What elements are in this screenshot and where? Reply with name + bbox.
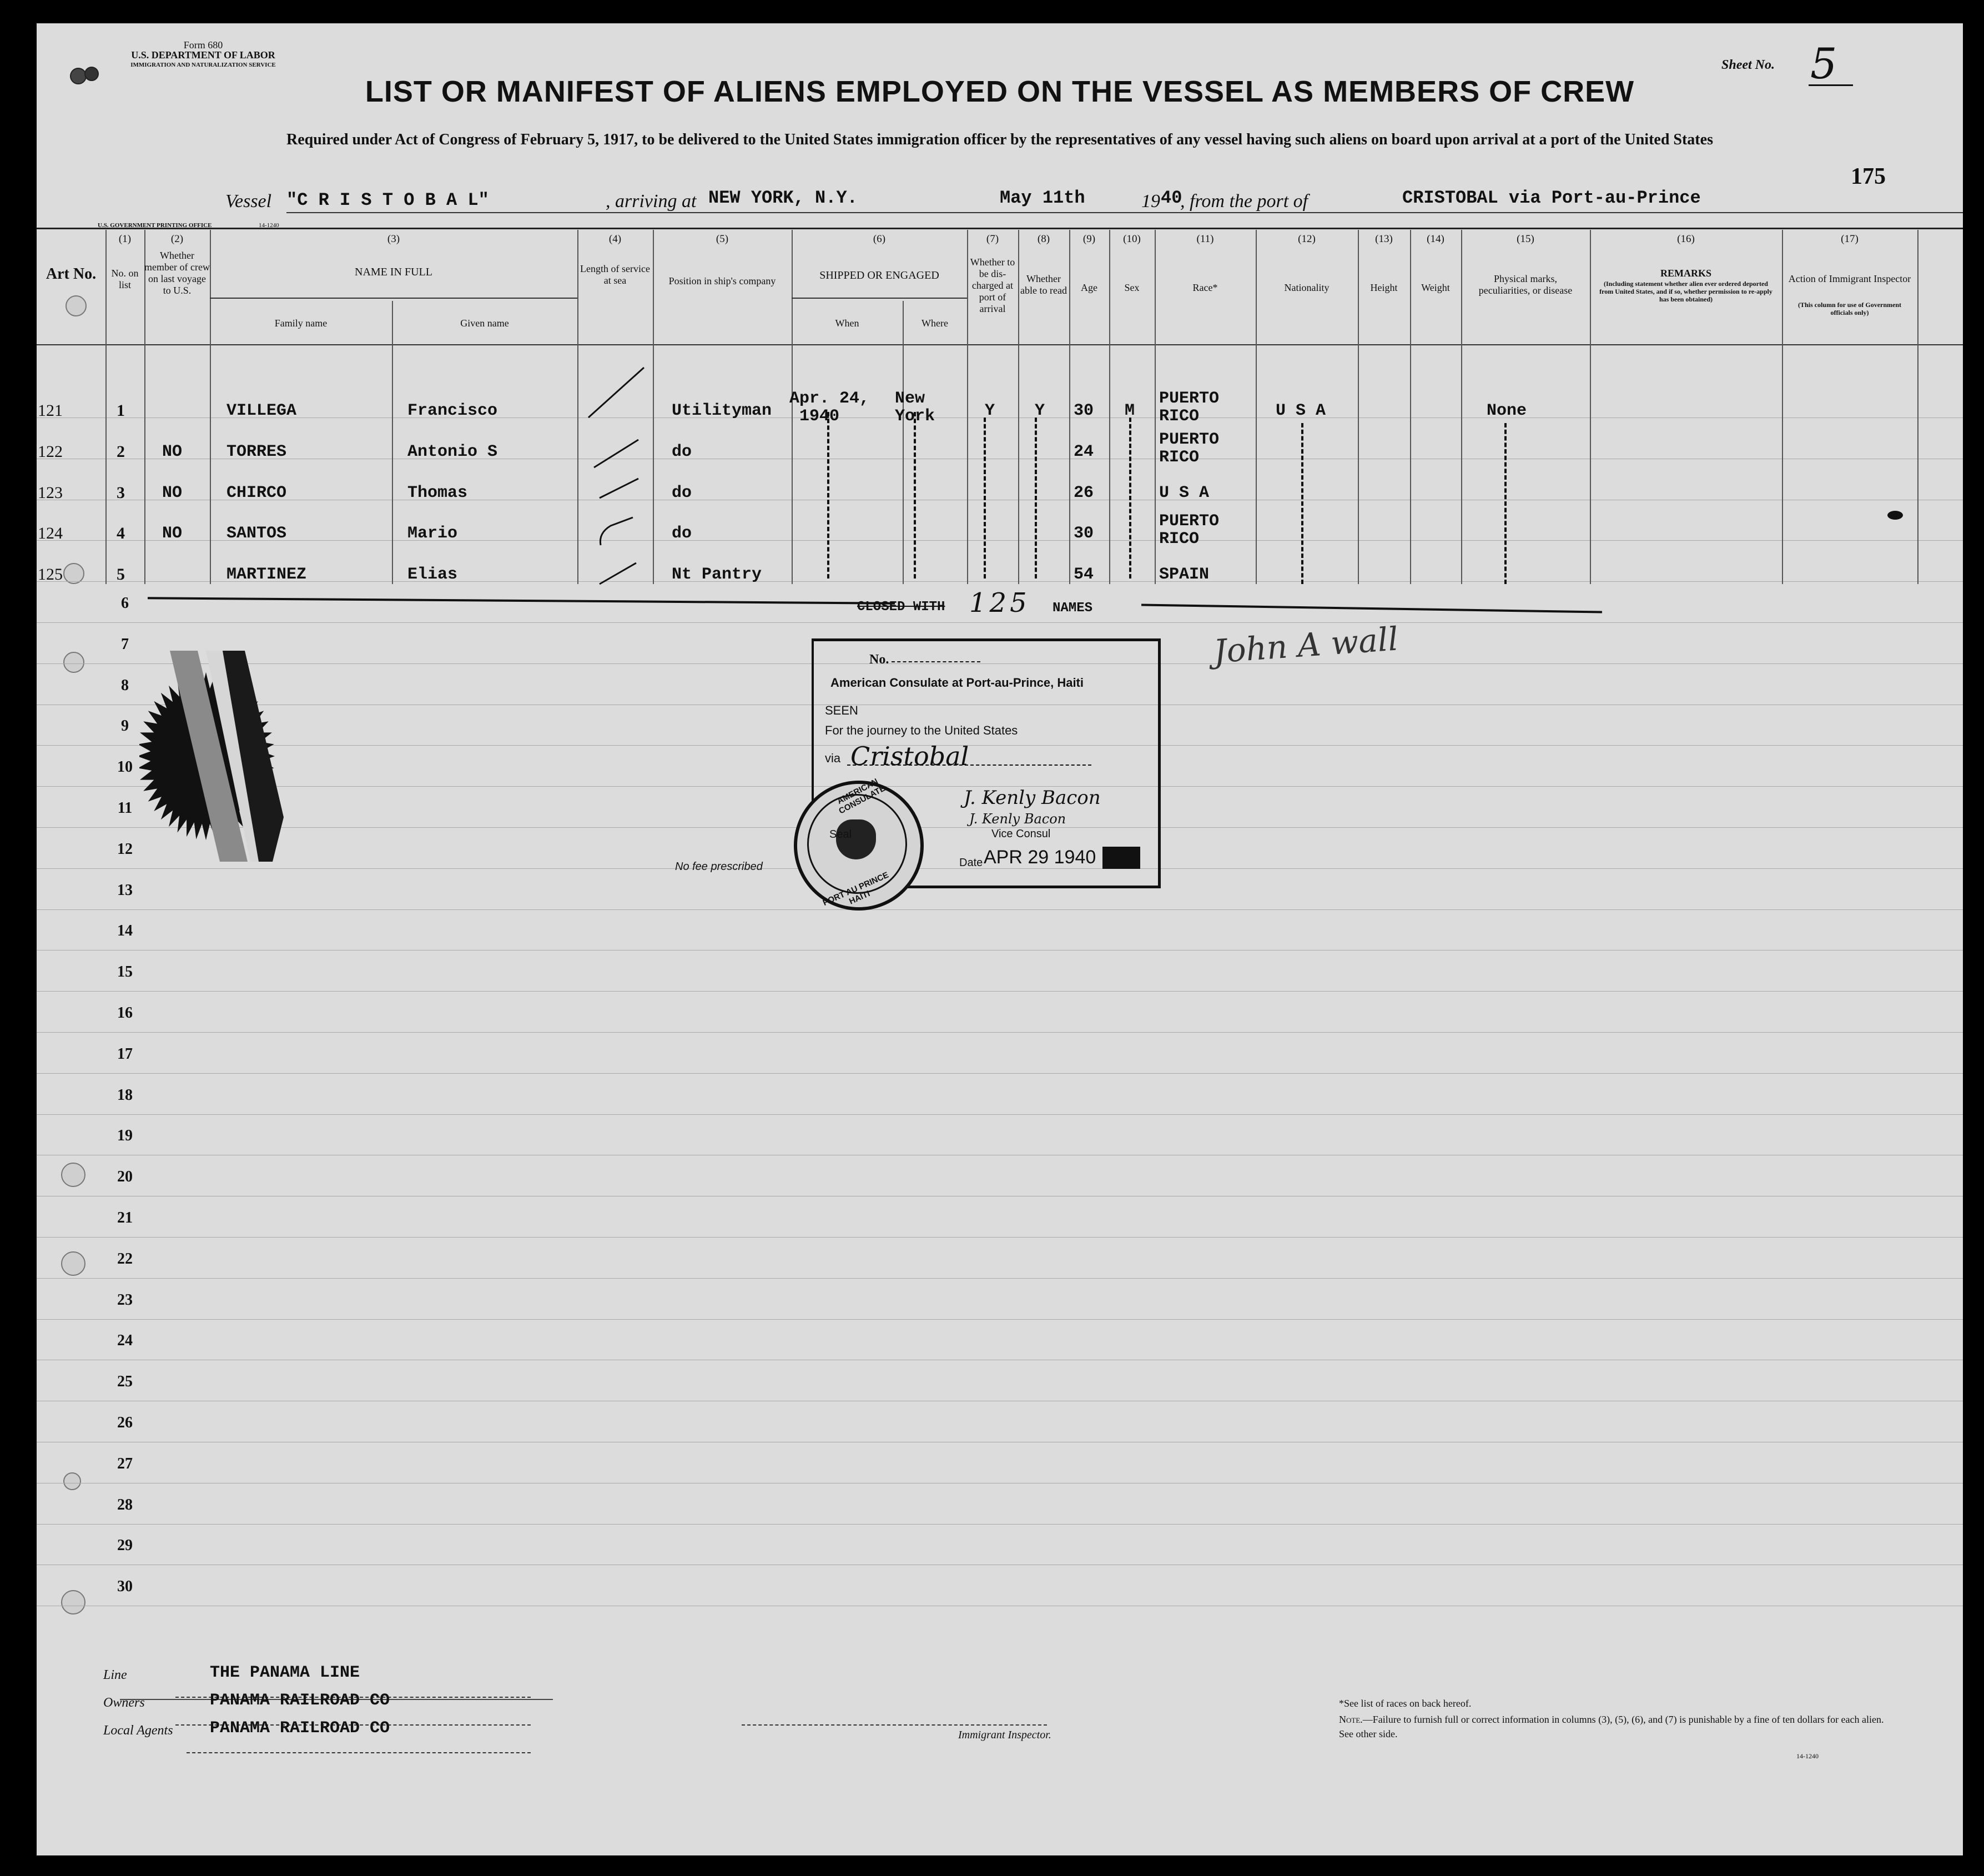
cell-list-number: 2: [117, 442, 125, 461]
col-2-header: Whether member of crew on last voyage to U.S.: [144, 250, 210, 296]
seal-center: Seal: [829, 828, 852, 841]
row-rule: [37, 1032, 1963, 1033]
shipped-subrule: [792, 298, 967, 299]
cell-art-number: 124: [38, 524, 63, 542]
note-text: —Failure to furnish full or correct information in columns (3), (5), (6), and (7) is punishable by a fine of ten dollars for each alien. See other side.: [1339, 1714, 1884, 1739]
cell-race: U S A: [1159, 484, 1210, 502]
line-number: 6: [121, 595, 129, 612]
cell-shipped-when: Apr. 24, 1940: [789, 389, 870, 426]
ditto-mark: [914, 412, 916, 579]
inspector-line: [742, 1724, 1047, 1726]
closed-names: NAMES: [1053, 601, 1093, 616]
printing-office: U.S. GOVERNMENT PRINTING OFFICE: [98, 222, 212, 229]
sheet-number: 5: [1810, 39, 1837, 88]
agents-underline: [187, 1752, 531, 1753]
stamp-via-line: [847, 765, 1091, 766]
col-7-header: Whether to be dis-charged at port of arrival: [970, 256, 1015, 314]
col-14-header: Weight: [1421, 282, 1450, 293]
col-6b-header: Where: [921, 318, 948, 329]
cell-race: PUERTO RICO: [1159, 430, 1220, 467]
col-10-num: (10): [1123, 233, 1141, 245]
row-rule: [37, 1237, 1963, 1238]
cell-race: PUERTO RICO: [1159, 389, 1220, 426]
col-14-num: (14): [1427, 233, 1444, 245]
col-art-no: Art No.: [46, 265, 97, 283]
col-1-num: (1): [118, 233, 132, 245]
cell-age: 30: [1074, 524, 1094, 543]
cell-art-number: 121: [38, 401, 63, 420]
col-5-num: (5): [716, 233, 729, 245]
signature: John A wall: [1212, 620, 1399, 671]
col-13-header: Height: [1370, 282, 1398, 293]
cell-race: PUERTO RICO: [1159, 512, 1220, 549]
line-number: 16: [117, 1004, 133, 1022]
punch-hole: [63, 1472, 81, 1490]
cell-family-name: CHIRCO: [226, 484, 287, 502]
arriving-label: , arriving at: [606, 191, 697, 212]
cell-family-name: TORRES: [226, 442, 287, 461]
cell-family-name: MARTINEZ: [226, 565, 307, 584]
column-rule: [392, 301, 393, 584]
service-strokes: [577, 356, 653, 590]
row-rule: [37, 1073, 1963, 1074]
line-number: 19: [117, 1127, 133, 1144]
column-rule: [903, 301, 904, 584]
races-note: *See list of races on back hereof.: [1339, 1698, 1472, 1709]
cell-position: Utilityman: [672, 401, 772, 420]
sheet-underline: [1809, 84, 1853, 86]
line-number: 28: [117, 1496, 133, 1513]
line-label: Line: [103, 1668, 127, 1682]
line-number: 14: [117, 922, 133, 939]
agents-value: PANAMA RAILROAD CO: [210, 1719, 390, 1738]
col-3-header: NAME IN FULL: [355, 266, 432, 278]
form-number: Form 680: [183, 39, 223, 51]
manifest-sheet: [37, 23, 1963, 1855]
line-value: THE PANAMA LINE: [210, 1663, 360, 1682]
cell-given-name: Mario: [407, 524, 458, 543]
line-number: 17: [117, 1045, 133, 1063]
stamp-via-label: via: [825, 751, 841, 765]
col-12-header: Nationality: [1284, 282, 1330, 293]
stamp-journey: For the journey to the United States: [825, 723, 1018, 737]
line-number: 8: [121, 677, 129, 694]
row-rule: [37, 1319, 1963, 1320]
col-4-header: Length of service at sea: [580, 263, 650, 286]
print-code-top: 14-1240: [259, 222, 279, 229]
seal-text-bottom: PORT AU PRINCE HAITI: [821, 870, 890, 908]
fine-note: [1339, 1712, 1894, 1741]
line-number: 13: [117, 882, 133, 899]
stamp-no-label: No.: [869, 652, 889, 667]
arrival-date: May 11th: [1000, 188, 1085, 208]
col-16-header: REMARKS: [1660, 268, 1711, 279]
cell-last-voyage: NO: [162, 484, 183, 502]
column-rule: [1782, 230, 1783, 584]
punch-hole: [66, 295, 87, 316]
cell-age: 30: [1074, 401, 1094, 420]
col-8-header: Whether able to read: [1020, 273, 1067, 296]
ribbon-seal-icon: [139, 651, 284, 862]
col-15-header: Physical marks, peculiarities, or disease: [1478, 273, 1573, 296]
cell-position: do: [672, 442, 692, 461]
col-6-header: SHIPPED OR ENGAGED: [819, 269, 939, 281]
agents-label: Local Agents: [103, 1723, 173, 1738]
cell-given-name: Thomas: [407, 484, 468, 502]
line-number: 26: [117, 1414, 133, 1431]
ditto-mark: [1035, 418, 1037, 579]
col-11-header: Race*: [1192, 282, 1218, 293]
stamp-date: APR 29 1940: [984, 847, 1096, 868]
stamp-title: Vice Consul: [991, 828, 1051, 840]
cell-family-name: SANTOS: [226, 524, 287, 543]
col-4-num: (4): [608, 233, 622, 245]
name-subrule: [210, 298, 577, 299]
cell-last-voyage: NO: [162, 442, 183, 461]
cell-given-name: Antonio S: [407, 442, 498, 461]
cell-discharged: Y: [985, 401, 995, 420]
stamp-signer: J. Kenly Bacon: [969, 811, 1066, 827]
row-rule: [37, 1278, 1963, 1279]
sheet-label: Sheet No.: [1721, 58, 1775, 72]
cell-last-voyage: NO: [162, 524, 183, 543]
vessel-label: Vessel: [225, 191, 272, 212]
row-rule: [37, 622, 1963, 623]
from-port: CRISTOBAL via Port-au-Prince: [1402, 188, 1701, 208]
closing-line-right: [1141, 603, 1602, 613]
owners-value: PANAMA RAILROAD CO: [210, 1691, 390, 1710]
footer-print-code: 14-1240: [1796, 1752, 1819, 1760]
row-rule: [37, 1524, 1963, 1525]
service: IMMIGRATION AND NATURALIZATION SERVICE: [130, 62, 276, 68]
col-9-num: (9): [1082, 233, 1096, 245]
cell-age: 24: [1074, 442, 1094, 461]
line-number: 23: [117, 1291, 133, 1309]
cell-position: Nt Pantry: [672, 565, 762, 584]
cell-age: 26: [1074, 484, 1094, 502]
col-17-num: (17): [1841, 233, 1859, 245]
column-rule: [1461, 230, 1462, 584]
col-1-header: No. on list: [111, 268, 139, 290]
ink-mark: [1887, 511, 1903, 520]
ditto-mark: [1129, 418, 1131, 579]
col-13-num: (13): [1375, 233, 1393, 245]
stamp-no-line: [892, 661, 980, 662]
line-number: 29: [117, 1537, 133, 1554]
cell-position: do: [672, 524, 692, 543]
col-10-header: Sex: [1124, 282, 1140, 293]
row-rule: [37, 1114, 1963, 1115]
cell-age: 54: [1074, 565, 1094, 584]
line-number: 12: [117, 841, 133, 858]
header-bottom-rule: [37, 344, 1963, 345]
line-number: 15: [117, 963, 133, 980]
department: U.S. DEPARTMENT OF LABOR: [131, 49, 275, 61]
closed-label: CLOSED WITH: [857, 600, 945, 615]
line-number: 30: [117, 1578, 133, 1595]
closing-line-left: [148, 597, 895, 604]
stamp-via-value: Cristobal: [850, 741, 969, 771]
col-3b-header: Given name: [460, 318, 509, 329]
punch-hole: [63, 652, 84, 673]
col-9-header: Age: [1081, 282, 1097, 293]
col-11-num: (11): [1196, 233, 1214, 245]
col-3a-header: Family name: [274, 318, 328, 329]
stamp-signature: J. Kenly Bacon: [964, 787, 1101, 809]
inspector-label: Immigrant Inspector.: [958, 1729, 1051, 1741]
row-rule: [37, 540, 1963, 541]
seal-text-top: AMERICAN CONSULATE: [835, 777, 887, 816]
ditto-mark: [984, 418, 986, 579]
cell-art-number: 122: [38, 442, 63, 461]
col-17-note: (This column for use of Government officials only): [1797, 301, 1902, 316]
column-rule: [210, 230, 211, 584]
form-info: [120, 40, 286, 70]
punch-hole: [61, 1590, 85, 1615]
cell-art-number: 125: [38, 565, 63, 584]
column-rule: [1917, 230, 1918, 584]
table-top-rule: [37, 228, 1963, 229]
arriving-port: NEW YORK, N.Y.: [708, 188, 858, 208]
cell-nationality: U S A: [1276, 401, 1326, 420]
stamp-seen: SEEN: [825, 703, 858, 717]
cell-able-to-read: Y: [1035, 401, 1045, 420]
column-rule: [653, 230, 654, 584]
punch-hole: [61, 1251, 85, 1276]
arrival-year: 40: [1161, 188, 1182, 208]
stamp-consulate: American Consulate at Port-au-Prince, Haiti: [830, 676, 1084, 690]
page-stamp: 175: [1851, 164, 1886, 189]
cell-race: SPAIN: [1159, 565, 1210, 584]
cell-shipped-where: New York: [895, 389, 935, 426]
stamp-date-label: Date: [959, 857, 983, 869]
row-rule: [37, 991, 1963, 992]
from-label: , from the port of: [1180, 191, 1308, 212]
row-rule: [37, 581, 1963, 582]
ditto-mark: [827, 412, 829, 579]
col-3-num: (3): [387, 233, 400, 245]
ditto-mark: [1301, 423, 1303, 584]
line-number: 27: [117, 1455, 133, 1472]
consulate-seal-icon: [794, 777, 924, 911]
row-rule: [37, 909, 1963, 910]
line-number: 22: [117, 1250, 133, 1268]
col-12-num: (12): [1298, 233, 1316, 245]
ditto-mark: [1504, 423, 1507, 584]
col-6-num: (6): [873, 233, 886, 245]
line-number: 25: [117, 1373, 133, 1390]
line-number: 10: [117, 758, 133, 776]
year-prefix: 19: [1141, 191, 1160, 212]
stamp-ink-blot: [1102, 847, 1140, 869]
col-16-num: (16): [1677, 233, 1695, 245]
column-rule: [1590, 230, 1591, 584]
punch-hole: [61, 1163, 85, 1187]
col-7-num: (7): [986, 233, 999, 245]
note-label: Note.: [1339, 1714, 1363, 1725]
cell-family-name: VILLEGA: [226, 401, 297, 420]
vessel-name: "C R I S T O B A L": [286, 190, 489, 210]
page-subtitle: Required under Act of Congress of February 5, 1917, to be delivered to the United States immigration officer by the representatives of any vessel having such aliens on board upon arrival at a port of the United States: [286, 131, 1713, 148]
line-number: 7: [121, 636, 129, 653]
cell-given-name: Elias: [407, 565, 458, 584]
line-number: 21: [117, 1209, 133, 1226]
col-8-num: (8): [1037, 233, 1050, 245]
col-15-num: (15): [1517, 233, 1534, 245]
cell-list-number: 1: [117, 401, 125, 420]
cell-list-number: 4: [117, 524, 125, 542]
col-6a-header: When: [835, 318, 859, 329]
cell-given-name: Francisco: [407, 401, 498, 420]
cell-position: do: [672, 484, 692, 502]
cell-list-number: 5: [117, 565, 125, 584]
fee-note: No fee prescribed: [675, 861, 763, 873]
line-number: 24: [117, 1332, 133, 1349]
col-16-note: (Including statement whether alien ever ordered deported from United States, and if so, whether permission to re-apply has been obtained): [1599, 280, 1772, 303]
vessel-baseline: [286, 212, 1963, 213]
col-17-header: Action of Immigrant Inspector: [1788, 273, 1911, 284]
owners-label: Owners: [103, 1696, 145, 1710]
line-number: 18: [117, 1087, 133, 1104]
cell-art-number: 123: [38, 484, 63, 502]
cell-list-number: 3: [117, 484, 125, 502]
cell-physical-marks: None: [1487, 401, 1527, 420]
page-title: LIST OR MANIFEST OF ALIENS EMPLOYED ON THE VESSEL AS MEMBERS OF CREW: [365, 75, 1635, 108]
col-2-num: (2): [170, 233, 184, 245]
line-number: 20: [117, 1168, 133, 1185]
cell-sex: M: [1125, 401, 1135, 420]
closed-count: 125: [969, 587, 1030, 618]
col-5-header: Position in ship's company: [668, 275, 776, 286]
line-number: 9: [121, 717, 129, 735]
line-number: 11: [117, 799, 133, 817]
